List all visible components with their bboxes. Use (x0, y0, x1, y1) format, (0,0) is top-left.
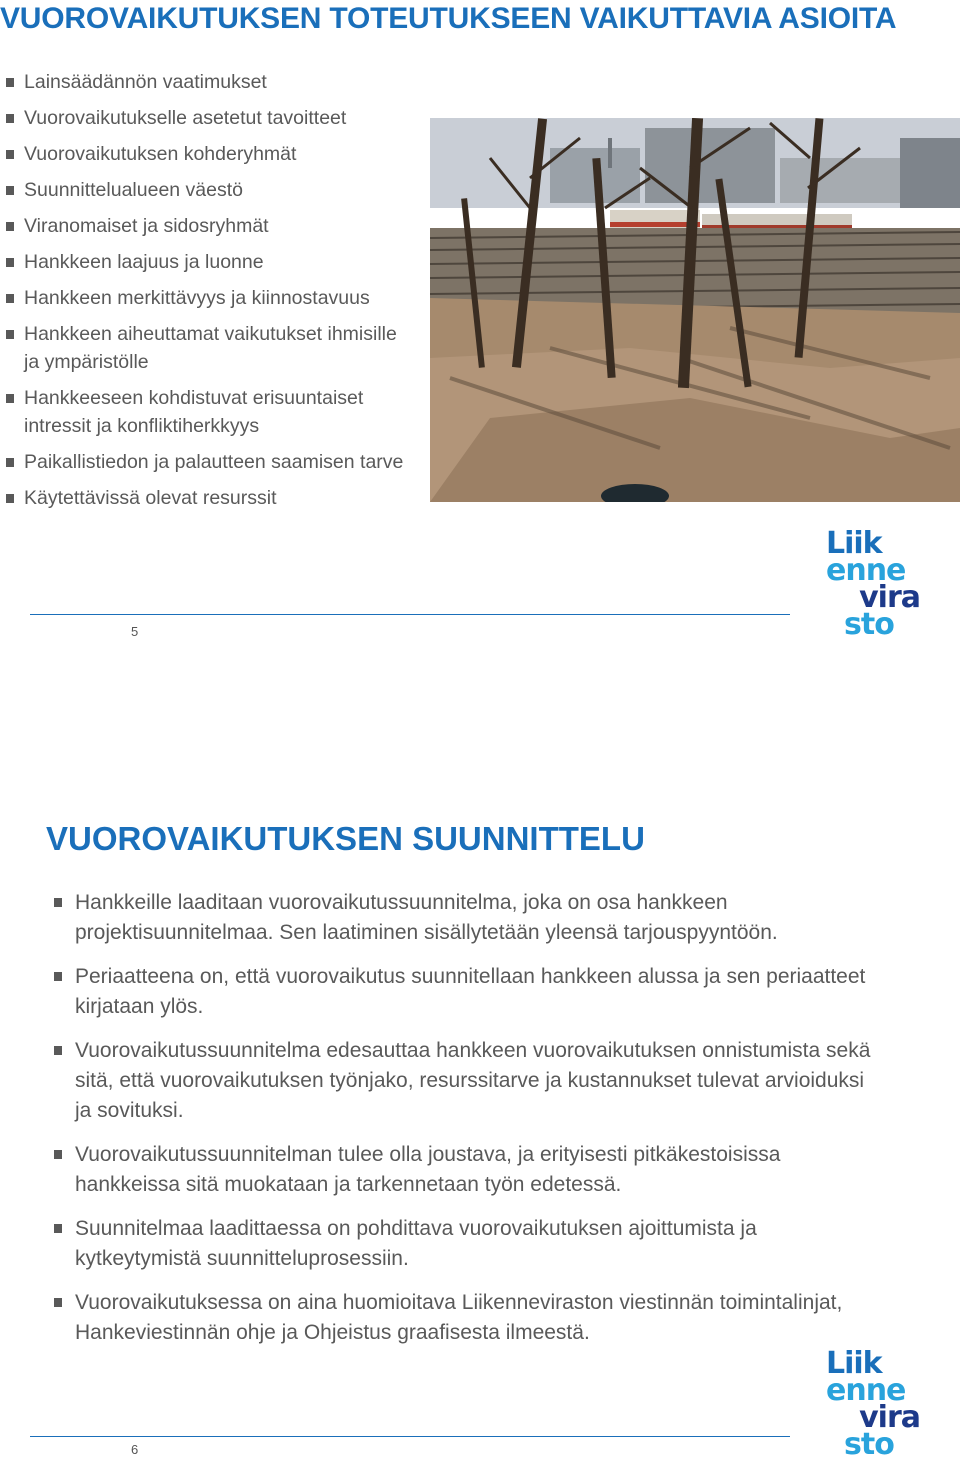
railway-yard-photo (430, 118, 960, 502)
slide-6 (0, 790, 960, 1462)
list-item: Käytettävissä olevat resurssit (6, 484, 416, 512)
list-item: Paikallistiedon ja palautteen saamisen tarve (6, 448, 416, 476)
bullet-square-icon (54, 1224, 62, 1233)
liikennevirasto-logo: Liik enne vira sto (826, 1346, 920, 1462)
bullet-square-icon (6, 222, 14, 231)
list-item: Hankkeille laaditaan vuorovaikutussuunnitelma, joka on osa hankkeen projektisuunnitelmaa. Sen laatiminen sisällytetään yleensä tarjouspyyntöön. (54, 888, 874, 948)
liikennevirasto-logo: Liik enne vira sto (826, 526, 920, 642)
bullet-square-icon (6, 394, 14, 403)
list-item: Hankkeen aiheuttamat vaikutukset ihmisille ja ympäristölle (6, 320, 416, 376)
bullet-square-icon (54, 1298, 62, 1307)
list-item: Viranomaiset ja sidosryhmät (6, 212, 416, 240)
bullet-square-icon (54, 1046, 62, 1055)
footer-divider (30, 1436, 790, 1437)
list-item: Vuorovaikutussuunnitelma edesauttaa hankkeen vuorovaikutuksen onnistumista sekä sitä, että vuorovaikutuksen työnjako, resurssitarve ja kustannukset tulevat arvioiduksi ja sovituksi. (54, 1036, 874, 1126)
list-item: Vuorovaikutukselle asetetut tavoitteet (6, 104, 416, 132)
list-item: Hankkeeseen kohdistuvat erisuuntaiset intressit ja konfliktiherkkyys (6, 384, 416, 440)
list-item: Suunnittelualueen väestö (6, 176, 416, 204)
list-item: Hankkeen merkittävyys ja kiinnostavuus (6, 284, 416, 312)
list-item: Periaatteena on, että vuorovaikutus suunnitellaan hankkeen alussa ja sen periaatteet kirjataan ylös. (54, 962, 874, 1022)
list-item: Suunnitelmaa laadittaessa on pohdittava vuorovaikutuksen ajoittumista ja kytkeytymistä suunnitteluprosessiin. (54, 1214, 874, 1274)
bullet-square-icon (6, 494, 14, 503)
list-item: Lainsäädännön vaatimukset (6, 68, 416, 96)
slide-5 (0, 0, 960, 690)
list-item: Vuorovaikutussuunnitelman tulee olla joustava, ja erityisesti pitkäkestoisissa hankkeissa sitä muokataan ja tarkennetaan työn edetessä. (54, 1140, 874, 1200)
list-item: Hankkeen laajuus ja luonne (6, 248, 416, 276)
page-number: 5 (131, 624, 139, 639)
bullet-square-icon (6, 78, 14, 87)
slide-title: VUOROVAIKUTUKSEN SUUNNITTELU (46, 820, 645, 857)
bullet-square-icon (6, 330, 14, 339)
bullet-square-icon (6, 150, 14, 159)
bullet-list (6, 68, 416, 520)
bullet-square-icon (54, 1150, 62, 1159)
footer-divider (30, 614, 790, 615)
bullet-square-icon (6, 186, 14, 195)
bullet-square-icon (6, 458, 14, 467)
bullet-list (54, 888, 874, 1362)
bullet-square-icon (6, 294, 14, 303)
list-item: Vuorovaikutuksen kohderyhmät (6, 140, 416, 168)
slide-title: VUOROVAIKUTUKSEN TOTEUTUKSEEN VAIKUTTAVIA ASIOITA (0, 2, 897, 35)
bullet-square-icon (6, 258, 14, 267)
bullet-square-icon (54, 898, 62, 907)
bullet-square-icon (6, 114, 14, 123)
bullet-square-icon (54, 972, 62, 981)
list-item: Vuorovaikutuksessa on aina huomioitava Liikenneviraston viestinnän toimintalinjat, Hankeviestinnän ohje ja Ohjeistus graafisesta ilmeestä. (54, 1288, 874, 1348)
page-number: 6 (131, 1442, 139, 1457)
